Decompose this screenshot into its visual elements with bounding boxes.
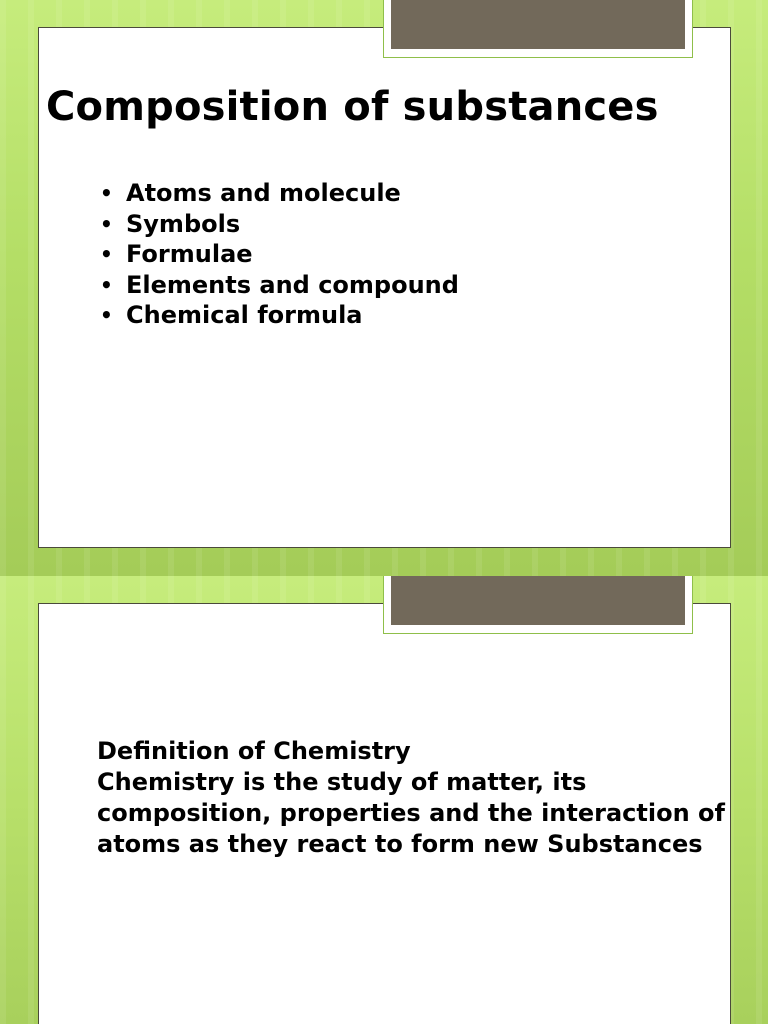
slide-2-tab-fill xyxy=(391,576,685,625)
bullet-text: Elements and compound xyxy=(126,270,459,299)
bullet-dot-icon: • xyxy=(100,242,113,267)
slide-2-header-tab xyxy=(383,576,693,634)
bullet-item xyxy=(100,270,459,301)
definition-heading: Definition of Chemistry xyxy=(97,737,411,765)
bullet-item xyxy=(100,209,459,240)
bullet-text: Symbols xyxy=(126,209,241,238)
bullet-dot-icon: • xyxy=(100,181,113,205)
slide-1-header-tab xyxy=(383,0,693,58)
slide-2 xyxy=(0,576,768,1024)
bullet-item xyxy=(100,300,459,331)
definition-body: Chemistry is the study of matter, its composition, properties and the interaction of atoms as they react to form new Substances xyxy=(97,768,725,858)
bullet-item xyxy=(100,239,459,270)
bullet-text: Formulae xyxy=(126,240,253,269)
slide-1-title: Composition of substances xyxy=(46,84,659,130)
bullet-text: Atoms and molecule xyxy=(126,179,401,207)
slide-1-bullet-list xyxy=(100,178,459,331)
bullet-dot-icon: • xyxy=(100,303,113,328)
slide-1-tab-fill xyxy=(391,0,685,49)
slide-2-content-card xyxy=(38,603,731,1024)
definition-block xyxy=(97,736,747,860)
bullet-text: Chemical formula xyxy=(126,301,363,330)
bullet-dot-icon: • xyxy=(100,272,113,297)
bullet-item xyxy=(100,178,459,209)
bullet-dot-icon: • xyxy=(100,211,113,236)
